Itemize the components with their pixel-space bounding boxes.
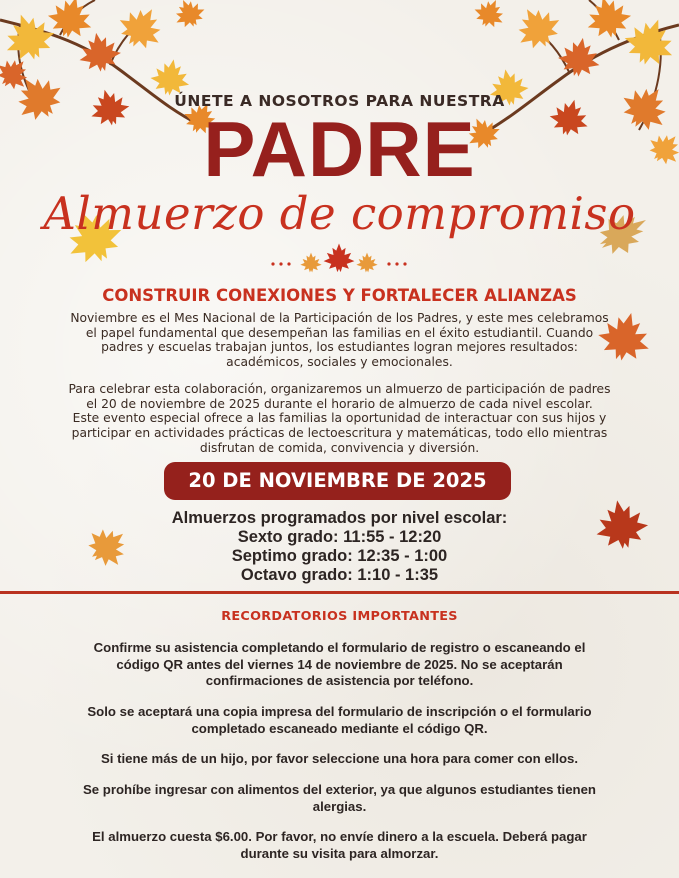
text-line: confirmaciones de asistencia por teléfono. xyxy=(205,673,474,688)
join-us-line: ÚNETE A NOSOTROS PARA NUESTRA xyxy=(174,92,505,110)
text-line: Solo se aceptará una copia impresa del formulario de inscripción o el formulario xyxy=(87,704,592,719)
text-line: el papel fundamental que desempeñan las familias en el éxito estudiantil. Cuando xyxy=(85,325,594,340)
schedule-heading: Almuerzos programados por nivel escolar: xyxy=(171,509,508,527)
event-paragraph xyxy=(60,382,619,456)
intro-paragraph xyxy=(60,311,619,370)
schedule-item-seventh: Septimo grado: 12:35 - 1:00 xyxy=(231,547,448,565)
reminder-printed-copy xyxy=(40,704,639,737)
text-line: Confirme su asistencia completando el formulario de registro o escaneando el xyxy=(93,640,586,655)
text-line: completado escaneado mediante el código QR. xyxy=(191,720,488,736)
text-line: académicos, sociales y emocionales. xyxy=(226,355,453,370)
text-line: Si tiene más de un hijo, por favor seleccione una hora para comer con ellos. xyxy=(100,751,579,766)
event-date-banner: 20 DE NOVIEMBRE DE 2025 xyxy=(164,462,511,500)
text-line: padres y escuelas trabajan juntos, los estudiantes logran mejores resultados: xyxy=(101,340,578,355)
section-divider xyxy=(0,591,679,594)
reminder-rsvp xyxy=(40,640,639,690)
text-line: alergias. xyxy=(312,798,367,814)
reminder-multiple-children xyxy=(40,751,639,768)
page-title: PADRE xyxy=(203,105,476,193)
text-line: el 20 de noviembre de 2025 durante el horario de almuerzo de cada nivel escolar. xyxy=(86,396,593,411)
section-heading-reminders: RECORDATORIOS IMPORTANTES xyxy=(221,609,458,624)
schedule-item-sixth: Sexto grado: 11:55 - 12:20 xyxy=(237,528,442,546)
schedule-item-eighth: Octavo grado: 1:10 - 1:35 xyxy=(240,566,439,584)
section-heading-connections: CONSTRUIR CONEXIONES Y FORTALECER ALIANZAS xyxy=(102,286,577,305)
text-line: Noviembre es el Mes Nacional de la Participación de los Padres, y este mes celebramos xyxy=(70,311,609,325)
reminder-lunch-cost xyxy=(40,829,639,862)
text-line: Se prohíbe ingresar con alimentos del exterior, ya que algunos estudiantes tienen xyxy=(83,782,596,797)
text-line: disfrutan de comida, convivencia y diversión. xyxy=(199,440,480,455)
text-line: participar en actividades prácticas de lectoescritura y matemáticas, todo ello mientras xyxy=(71,426,608,441)
text-line: durante su visita para almorzar. xyxy=(240,845,439,861)
reminder-outside-food xyxy=(40,782,639,815)
page-subtitle: Almuerzo de compromiso xyxy=(43,187,636,240)
text-line: Este evento especial ofrece a las familias la oportunidad de interactuar con sus hijos y xyxy=(72,411,607,426)
text-line: Para celebrar esta colaboración, organizaremos un almuerzo de participación de padres xyxy=(68,382,611,396)
text-line: código QR antes del viernes 14 de noviembre de 2025. No se aceptarán xyxy=(116,656,563,672)
text-line: El almuerzo cuesta $6.00. Por favor, no envíe dinero a la escuela. Deberá pagar xyxy=(92,829,587,844)
leaf-ornament-divider xyxy=(269,242,409,278)
